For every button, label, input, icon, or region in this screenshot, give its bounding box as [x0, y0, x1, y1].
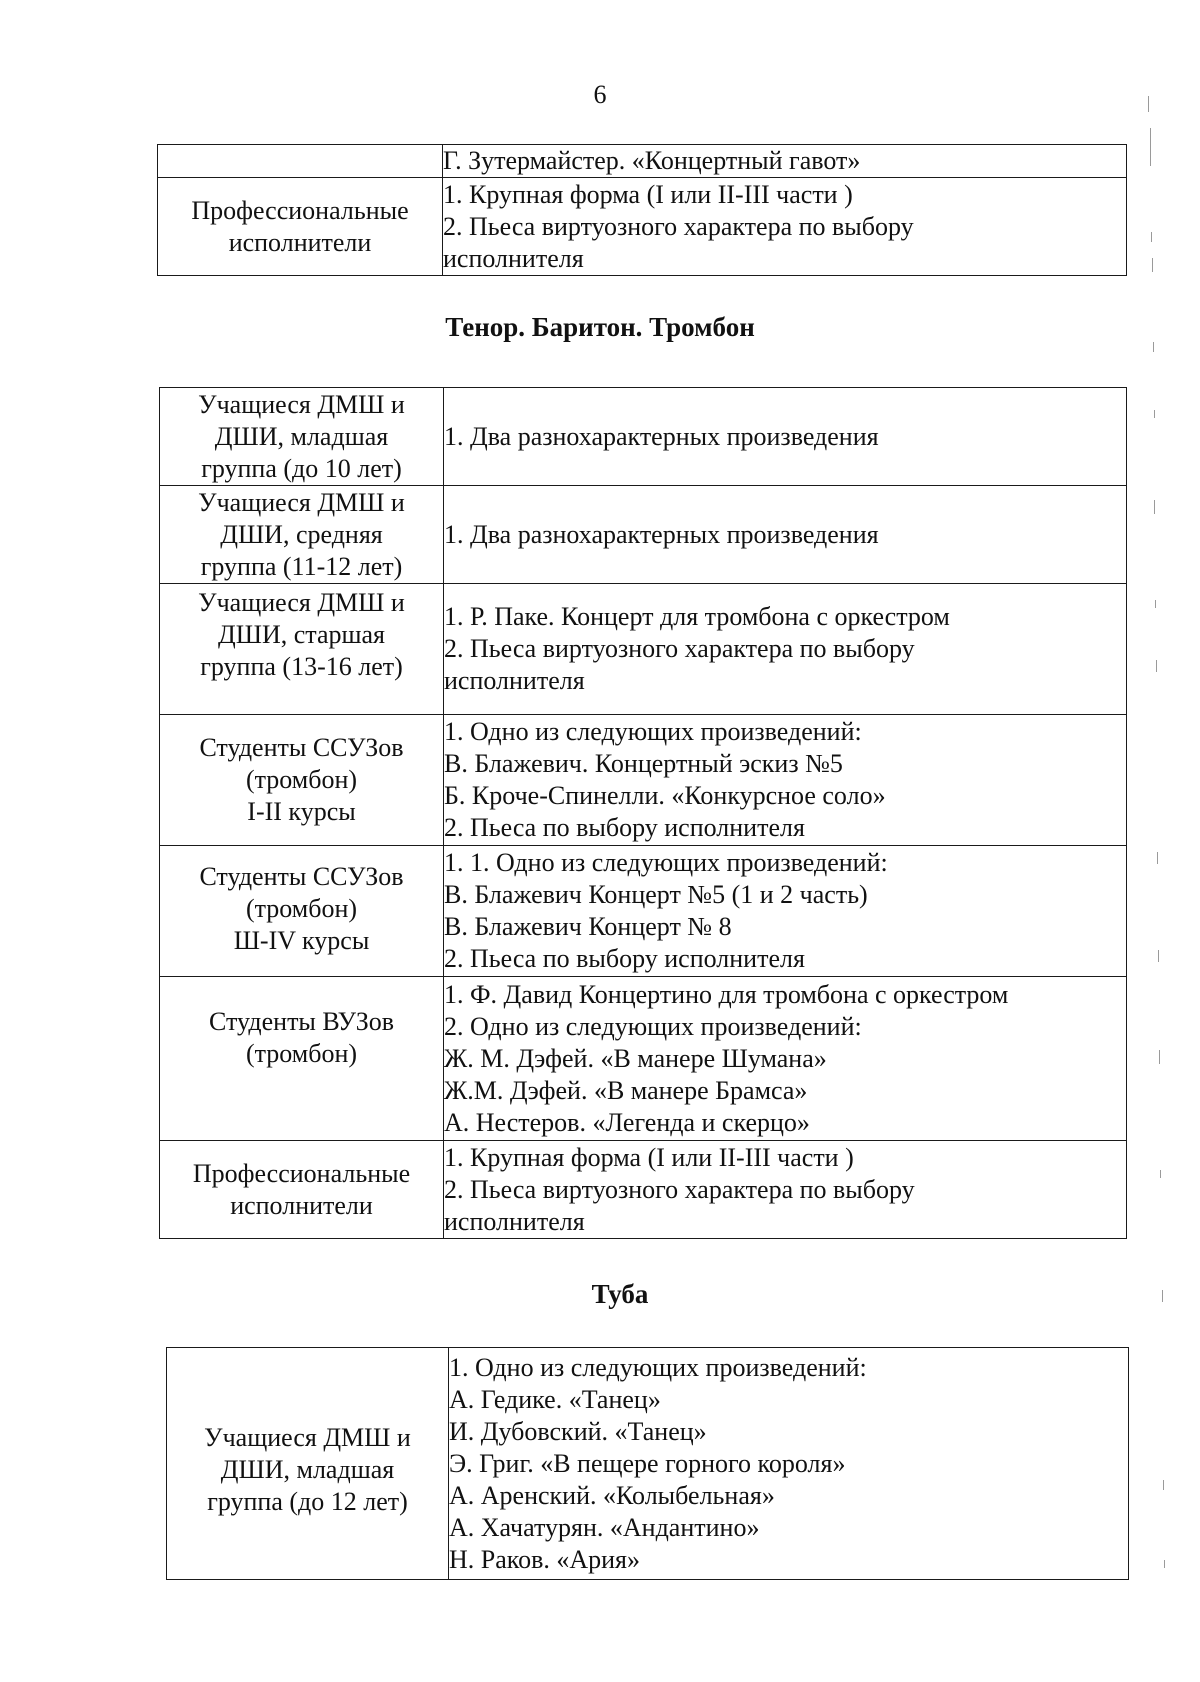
category-cell: [160, 1141, 444, 1239]
repertoire-line: 1. Р. Паке. Концерт для тромбона с оркестром: [444, 602, 950, 631]
scan-edge-mark: [1154, 500, 1155, 514]
repertoire-line: 1. Два разнохарактерных произведения: [444, 421, 879, 451]
repertoire-line: исполнителя: [443, 243, 584, 273]
repertoire-line: В. Блажевич. Концертный эскиз №5: [444, 749, 843, 778]
repertoire-line: 2. Пьеса виртуозного характера по выбору: [443, 211, 914, 241]
category-line: I-II курсы: [247, 797, 356, 826]
repertoire-line: 1. Одно из следующих произведений:: [449, 1352, 867, 1382]
repertoire-cell: [444, 715, 1127, 846]
repertoire-line: 2. Пьеса виртуозного характера по выбору: [444, 1174, 915, 1204]
category-line: Студенты ССУЗов: [199, 862, 404, 891]
scan-edge-mark: [1153, 342, 1154, 352]
repertoire-line: Ж.М. Дэфей. «В манере Брамса»: [444, 1075, 808, 1105]
repertoire-line: 1. Крупная форма (I или II-III части ): [444, 1142, 854, 1172]
repertoire-line: А. Гедике. «Танец»: [449, 1384, 661, 1414]
category-line: исполнители: [230, 1190, 373, 1220]
category-cell: [167, 1348, 449, 1580]
repertoire-line: А. Аренский. «Колыбельная»: [449, 1480, 775, 1510]
repertoire-line: А. Нестеров. «Легенда и скерцо»: [444, 1107, 810, 1137]
category-line: Ш-IV курсы: [233, 926, 370, 955]
repertoire-line: 1. Крупная форма (I или II-III части ): [443, 179, 853, 209]
category-line: группа (11-12 лет): [200, 551, 403, 581]
repertoire-line: 1. Одно из следующих произведений:: [444, 717, 862, 746]
repertoire-cell: [449, 1348, 1129, 1580]
repertoire-line: Г. Зутермайстер. «Концертный гавот»: [443, 146, 861, 175]
section-title-tuba: Туба: [591, 1279, 649, 1309]
table-top: [157, 144, 1127, 276]
category-cell: [160, 388, 444, 486]
category-line: Профессиональные: [191, 195, 409, 225]
scan-edge-mark: [1164, 1560, 1165, 1568]
repertoire-line: 2. Одно из следующих произведений:: [444, 1011, 862, 1041]
category-cell: [160, 715, 444, 846]
scan-edge-mark: [1160, 1170, 1161, 1178]
repertoire-cell: [444, 977, 1127, 1141]
category-cell: [160, 977, 444, 1141]
category-cell: [158, 145, 443, 178]
table-row: [160, 486, 1127, 584]
repertoire-line: Э. Григ. «В пещере горного короля»: [449, 1448, 846, 1478]
category-line: (тромбон): [245, 1039, 358, 1068]
repertoire-line: 2. Пьеса виртуозного характера по выбору: [444, 634, 915, 663]
category-cell: [160, 584, 444, 715]
table-trombone: [159, 387, 1127, 1239]
repertoire-line: В. Блажевич Концерт № 8: [444, 912, 732, 941]
repertoire-cell: [444, 486, 1127, 584]
repertoire-line: 1. Ф. Давид Концертино для тромбона с оркестром: [444, 979, 1009, 1009]
table-row: [160, 977, 1127, 1141]
repertoire-cell: [444, 1141, 1127, 1239]
section-title-trombone: Тенор. Баритон. Тромбон: [445, 312, 755, 342]
scan-edge-mark: [1162, 1290, 1163, 1302]
scan-edge-mark: [1151, 232, 1152, 242]
category-line: Профессиональные: [192, 1158, 411, 1188]
scan-edge-mark: [1156, 660, 1157, 672]
repertoire-cell: [443, 178, 1127, 276]
category-line: (тромбон): [245, 894, 358, 923]
category-line: Учащиеся ДМШ и: [204, 1422, 411, 1452]
table-row: [158, 145, 1127, 178]
page-number: 6: [593, 80, 607, 109]
scan-edge-mark: [1150, 128, 1151, 166]
repertoire-cell: [444, 846, 1127, 977]
repertoire-line: 2. Пьеса по выбору исполнителя: [444, 813, 805, 842]
category-line: Студенты ВУЗов: [209, 1007, 394, 1036]
scan-edge-mark: [1159, 1050, 1160, 1064]
repertoire-line: исполнителя: [444, 666, 585, 695]
table-tuba: [166, 1347, 1129, 1580]
repertoire-line: Н. Раков. «Ария»: [449, 1544, 641, 1574]
scan-edge-mark: [1155, 600, 1156, 608]
repertoire-line: Б. Кроче-Спинелли. «Конкурсное соло»: [444, 781, 886, 810]
repertoire-cell: [444, 584, 1127, 715]
table-row: [160, 584, 1127, 715]
table-row: [160, 846, 1127, 977]
scan-edge-mark: [1158, 950, 1159, 962]
category-line: группа (до 10 лет): [201, 453, 402, 483]
table-row: [160, 388, 1127, 486]
repertoire-line: исполнителя: [444, 1206, 585, 1236]
table-row: [160, 715, 1127, 846]
category-line: ДШИ, средняя: [220, 519, 383, 549]
category-line: Учащиеся ДМШ и: [198, 389, 405, 419]
category-line: группа (до 12 лет): [207, 1486, 408, 1516]
scan-edge-mark: [1152, 258, 1153, 272]
scan-edge-mark: [1157, 852, 1158, 864]
repertoire-line: И. Дубовский. «Танец»: [449, 1416, 707, 1446]
scan-edge-mark: [1148, 96, 1149, 112]
category-line: ДШИ, младшая: [214, 421, 389, 451]
category-line: ДШИ, старшая: [217, 620, 386, 649]
scan-edge-mark: [1163, 1480, 1164, 1490]
scan-edge-mark: [1154, 410, 1155, 418]
category-line: группа (13-16 лет): [200, 652, 403, 681]
category-line: Учащиеся ДМШ и: [198, 487, 405, 517]
table-row: [167, 1348, 1129, 1580]
category-line: ДШИ, младшая: [220, 1454, 395, 1484]
repertoire-line: 2. Пьеса по выбору исполнителя: [444, 944, 805, 973]
category-line: Студенты ССУЗов: [199, 733, 404, 762]
repertoire-cell: [443, 145, 1127, 178]
category-line: (тромбон): [245, 765, 358, 794]
repertoire-line: А. Хачатурян. «Андантино»: [449, 1512, 760, 1542]
repertoire-line: 1. Два разнохарактерных произведения: [444, 519, 879, 549]
category-cell: [158, 178, 443, 276]
repertoire-line: В. Блажевич Концерт №5 (1 и 2 часть): [444, 880, 868, 909]
category-cell: [160, 486, 444, 584]
table-row: [160, 1141, 1127, 1239]
category-line: Учащиеся ДМШ и: [198, 588, 405, 617]
table-row: [158, 178, 1127, 276]
repertoire-line: Ж. М. Дэфей. «В манере Шумана»: [444, 1043, 827, 1073]
repertoire-cell: [444, 388, 1127, 486]
category-cell: [160, 846, 444, 977]
category-line: исполнители: [228, 227, 372, 257]
repertoire-line: 1. 1. Одно из следующих произведений:: [444, 848, 888, 877]
